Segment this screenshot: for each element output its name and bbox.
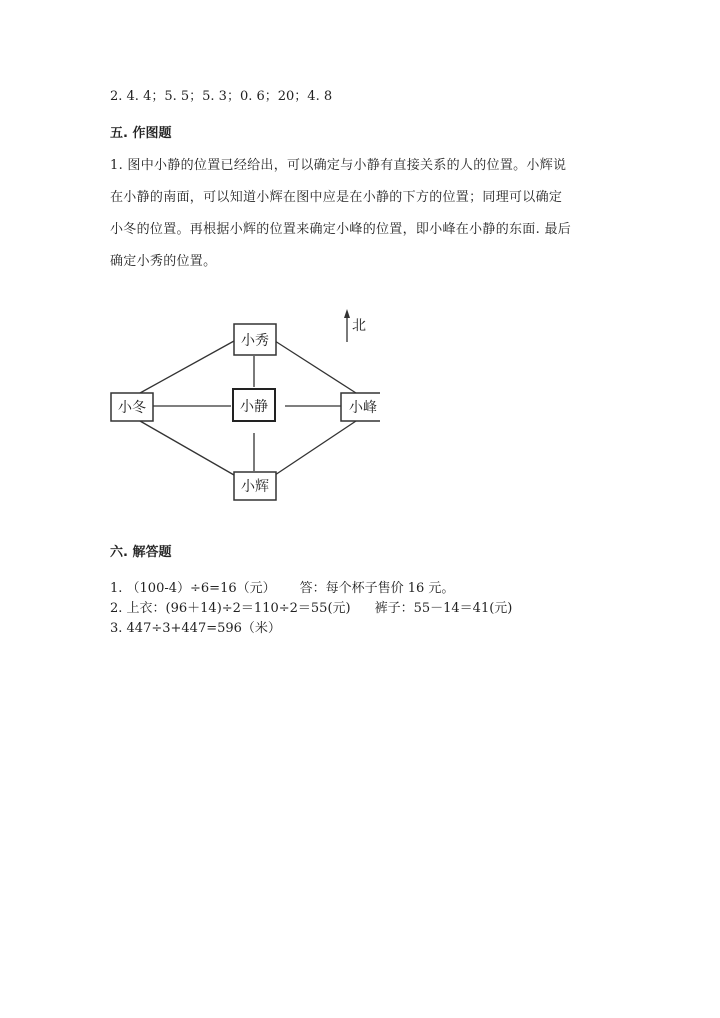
node-right bbox=[341, 393, 380, 421]
node-center bbox=[233, 389, 275, 421]
node-center-label: 小静 bbox=[240, 399, 268, 415]
position-diagram bbox=[100, 300, 380, 510]
node-top bbox=[234, 324, 276, 355]
answer-1-statement: 答：每个杯子售价 16 元。 bbox=[299, 581, 455, 596]
node-left bbox=[111, 393, 153, 421]
node-bottom-label: 小辉 bbox=[241, 479, 269, 495]
connector-right-bottom bbox=[275, 421, 356, 475]
section6-heading: 六. 解答题 bbox=[110, 545, 172, 560]
node-bottom bbox=[234, 472, 276, 500]
answer-2-statement: 裤子：55－14＝41(元) bbox=[374, 601, 513, 616]
answer-2 bbox=[110, 601, 512, 617]
connector-left-bottom bbox=[140, 421, 234, 475]
node-left-label: 小冬 bbox=[118, 400, 146, 416]
north-label: 北 bbox=[352, 318, 366, 334]
connector-top-right bbox=[275, 341, 356, 393]
answer-2-expression: 2. 上衣：(96＋14)÷2＝110÷2＝55(元) bbox=[110, 601, 351, 616]
node-top-label: 小秀 bbox=[241, 333, 269, 349]
answer-3: 3. 447÷3+447=596（米） bbox=[110, 621, 281, 636]
north-arrow-icon bbox=[344, 309, 350, 342]
node-right-label: 小峰 bbox=[349, 400, 377, 416]
paragraph-line: 确定小秀的位置。 bbox=[110, 254, 217, 269]
paragraph-line: 小冬的位置。再根据小辉的位置来确定小峰的位置，即小峰在小静的东面. 最后 bbox=[110, 222, 572, 237]
paragraph-line: 在小静的南面，可以知道小辉在图中应是在小静的下方的位置；同理可以确定 bbox=[110, 190, 563, 205]
answers-line-2: 2. 4. 4；5. 5；5. 3；0. 6；20；4. 8 bbox=[110, 89, 333, 104]
connector-top-left bbox=[140, 341, 234, 393]
section5-heading: 五. 作图题 bbox=[110, 126, 172, 141]
answer-1-expression: 1. （100-4）÷6=16（元） bbox=[110, 581, 276, 596]
section5-paragraph bbox=[110, 150, 610, 278]
paragraph-line: 1. 图中小静的位置已经给出，可以确定与小静有直接关系的人的位置。小辉说 bbox=[110, 158, 567, 173]
answer-1 bbox=[110, 581, 454, 597]
